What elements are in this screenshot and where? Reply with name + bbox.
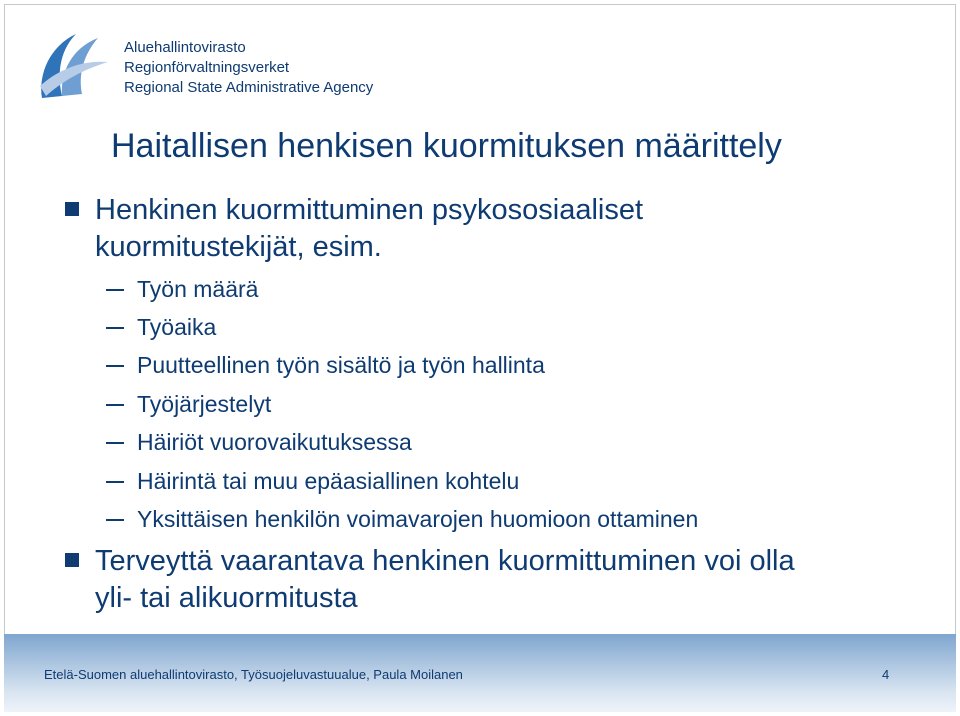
sub-bullet-item (137, 390, 271, 418)
dash-bullet-icon (106, 365, 124, 367)
agency-name (124, 38, 373, 98)
sub-bullet-item (137, 275, 258, 303)
bullet-line: yli- tai alikuormitusta (95, 582, 358, 614)
sub-bullet-text: Työaika (137, 314, 217, 340)
square-bullet-icon (65, 202, 79, 216)
sub-bullet-text: Yksittäisen henkilön voimavarojen huomioon ottaminen (137, 506, 699, 532)
square-bullet-icon (65, 553, 79, 567)
sub-bullet-text: Työn määrä (137, 276, 259, 302)
slide-title: Haitallisen henkisen kuormituksen määrittely (111, 127, 782, 165)
agency-name-sv: Regionförvaltningsverket (124, 59, 290, 76)
dash-bullet-icon (106, 519, 124, 521)
page-number: 4 (882, 667, 890, 682)
footer-text: Etelä-Suomen aluehallintovirasto, Työsuojeluvastuualue, Paula Moilanen (44, 667, 463, 682)
bullet-item (95, 543, 795, 617)
dash-bullet-icon (106, 289, 124, 291)
sub-bullet-text: Häirintä tai muu epäasiallinen kohtelu (137, 468, 520, 494)
bullet-line: kuormitustekijät, esim. (95, 231, 382, 263)
sub-bullet-item (137, 505, 698, 533)
agency-name-fi: Aluehallintovirasto (124, 39, 246, 56)
sub-bullet-text: Häiriöt vuorovaikutuksessa (137, 429, 412, 455)
sub-bullet-text: Puutteellinen työn sisältö ja työn hallinta (137, 352, 545, 378)
dash-bullet-icon (106, 481, 124, 483)
dash-bullet-icon (106, 442, 124, 444)
bullet-line: Henkinen kuormittuminen psykososiaaliset (95, 194, 644, 226)
sub-bullet-item (137, 467, 519, 495)
sub-bullet-item (137, 351, 545, 379)
sub-bullet-item (137, 313, 216, 341)
bullet-item (95, 192, 643, 266)
ava-swoosh-logo-icon (32, 26, 112, 106)
sub-bullet-text: Työjärjestelyt (137, 391, 272, 417)
dash-bullet-icon (106, 327, 124, 329)
sub-bullet-item (137, 428, 412, 456)
agency-name-en: Regional State Administrative Agency (124, 79, 374, 96)
dash-bullet-icon (106, 404, 124, 406)
bullet-line: Terveyttä vaarantava henkinen kuormittuminen voi olla (95, 545, 795, 577)
